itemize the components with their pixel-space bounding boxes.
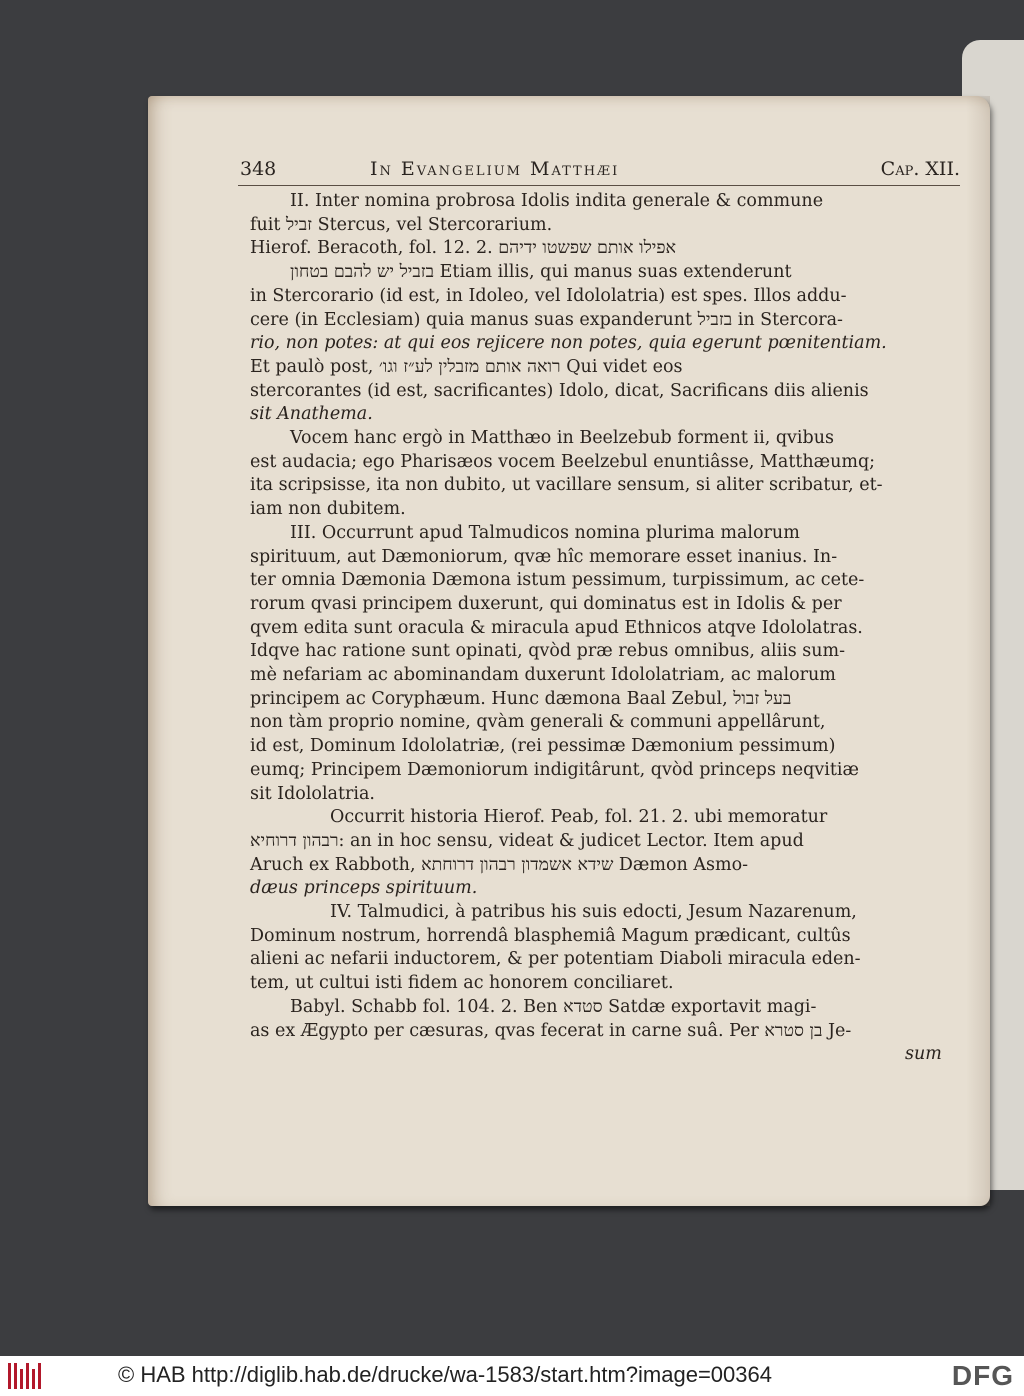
text-line: Occurrit historia Hierof. Peab, fol. 21. 2. ubi memoratur — [330, 807, 828, 828]
footer-source-link[interactable]: © HAB http://diglib.hab.de/drucke/wa-1583/start.htm?image=00364 — [118, 1362, 772, 1387]
head-rule — [238, 185, 960, 186]
page-fold-shadow — [966, 96, 990, 1206]
text-line: qvem edita sunt oracula & miracula apud Ethnicos atqve Idololatras. — [250, 617, 863, 638]
text-line: spirituum, aut Dæmoniorum, qvæ hîc memorare esset inanius. In- — [250, 546, 838, 567]
page-number: 348 — [240, 158, 277, 180]
hab-logo-icon — [8, 1363, 46, 1389]
text-line: rorum qvasi principem duxerunt, qui dominatus est in Idolis & per — [250, 593, 842, 614]
text-line: alieni ac nefarii inductorem, & per potentiam Diaboli miracula eden- — [250, 949, 861, 970]
text-line: rio, non potes: at qui eos rejicere non potes, quia egerunt pœnitentiam. — [250, 333, 887, 354]
text-line: as ex Ægypto per cæsuras, qvas fecerat in carne suâ. Per בן סטרא Je- — [250, 1020, 852, 1041]
text-line: fuit זביל Stercus, vel Stercorarium. — [250, 214, 553, 235]
running-title: In Evangelium Matthæi — [370, 158, 620, 180]
text-line: cere (in Ecclesiam) quia manus suas expanderunt בזביל in Stercora- — [250, 309, 843, 330]
text-line: iam non dubitem. — [250, 499, 406, 520]
chapter-label: Cap. XII. — [880, 158, 960, 180]
running-head — [240, 158, 960, 184]
text-line: principem ac Coryphæum. Hunc dæmona Baal Zebul, בעל זבול — [250, 688, 792, 709]
text-line: Idqve hac ratione sunt opinati, qvòd præ rebus omnibus, aliis sum- — [250, 641, 846, 662]
text-line: dæus princeps spirituum. — [250, 878, 478, 899]
text-line: Babyl. Schabb fol. 104. 2. Ben סטדא Satdæ exportavit magi- — [290, 996, 817, 1017]
text-line: II. Inter nomina probrosa Idolis indita generale & commune — [290, 191, 824, 211]
text-line: in Stercorario (id est, in Idoleo, vel Idololatria) est spes. Illos addu- — [250, 285, 847, 306]
text-line: non tàm proprio nomine, qvàm generali & communi appellârunt, — [250, 712, 826, 733]
text-line: sum — [905, 1044, 942, 1065]
text-line: בזביל יש להבם בטחון Etiam illis, qui manus suas extenderunt — [290, 262, 792, 283]
text-line: est audacia; ego Pharisæos vocem Beelzebul enuntiâsse, Matthæumq; — [250, 451, 876, 472]
text-line: id est, Dominum Idololatriæ, (rei pessimæ Dæmonium pessimum) — [250, 736, 836, 757]
text-line: mè nefariam ac abominandam duxerunt Idololatriam, ac malorum — [250, 665, 836, 685]
footer-bar — [0, 1356, 1024, 1396]
text-line: sit Anathema. — [250, 404, 373, 425]
text-line: Vocem hanc ergò in Matthæo in Beelzebub forment ii, qvibus — [290, 428, 834, 448]
text-line: eumq; Principem Dæmoniorum indigitârunt, qvòd princeps neqvitiæ — [250, 759, 859, 780]
text-line: רבהון דרוחיא: an in hoc sensu, videat & judicet Lector. Item apud — [250, 830, 804, 851]
text-line: Et paulò post, רואה אותם מזבלין לע״ז וגו׳ Qui videt eos — [250, 356, 683, 377]
text-line: III. Occurrunt apud Talmudicos nomina plurima malorum — [290, 522, 800, 543]
text-line: sit Idololatria. — [250, 783, 375, 804]
text-line: Dominum nostrum, horrendâ blasphemiâ Magum prædicant, cultûs — [250, 925, 851, 946]
text-line: tem, ut cultui isti fidem ac honorem conciliaret. — [250, 973, 674, 994]
text-line: ter omnia Dæmonia Dæmona istum pessimum, turpissimum, ac cete- — [250, 570, 865, 591]
text-line: Hierof. Beracoth, fol. 12. 2. אפילו אותם שפשטו ידיהם — [250, 238, 677, 259]
text-line: IV. Talmudici, à patribus his suis edocti, Jesum Nazarenum, — [330, 902, 857, 922]
text-line: Aruch ex Rabboth, שידא אשמדון רבהון דרוחתא Dæmon Asmo- — [250, 854, 749, 875]
text-line: stercorantes (id est, sacrificantes) Idolo, dicat, Sacrificans diis alienis — [250, 380, 869, 401]
dfg-logo: DFG — [951, 1360, 1014, 1391]
text-line: ita scripsisse, ita non dubito, ut vacillare sensum, si aliter scribatur, et- — [250, 475, 883, 496]
